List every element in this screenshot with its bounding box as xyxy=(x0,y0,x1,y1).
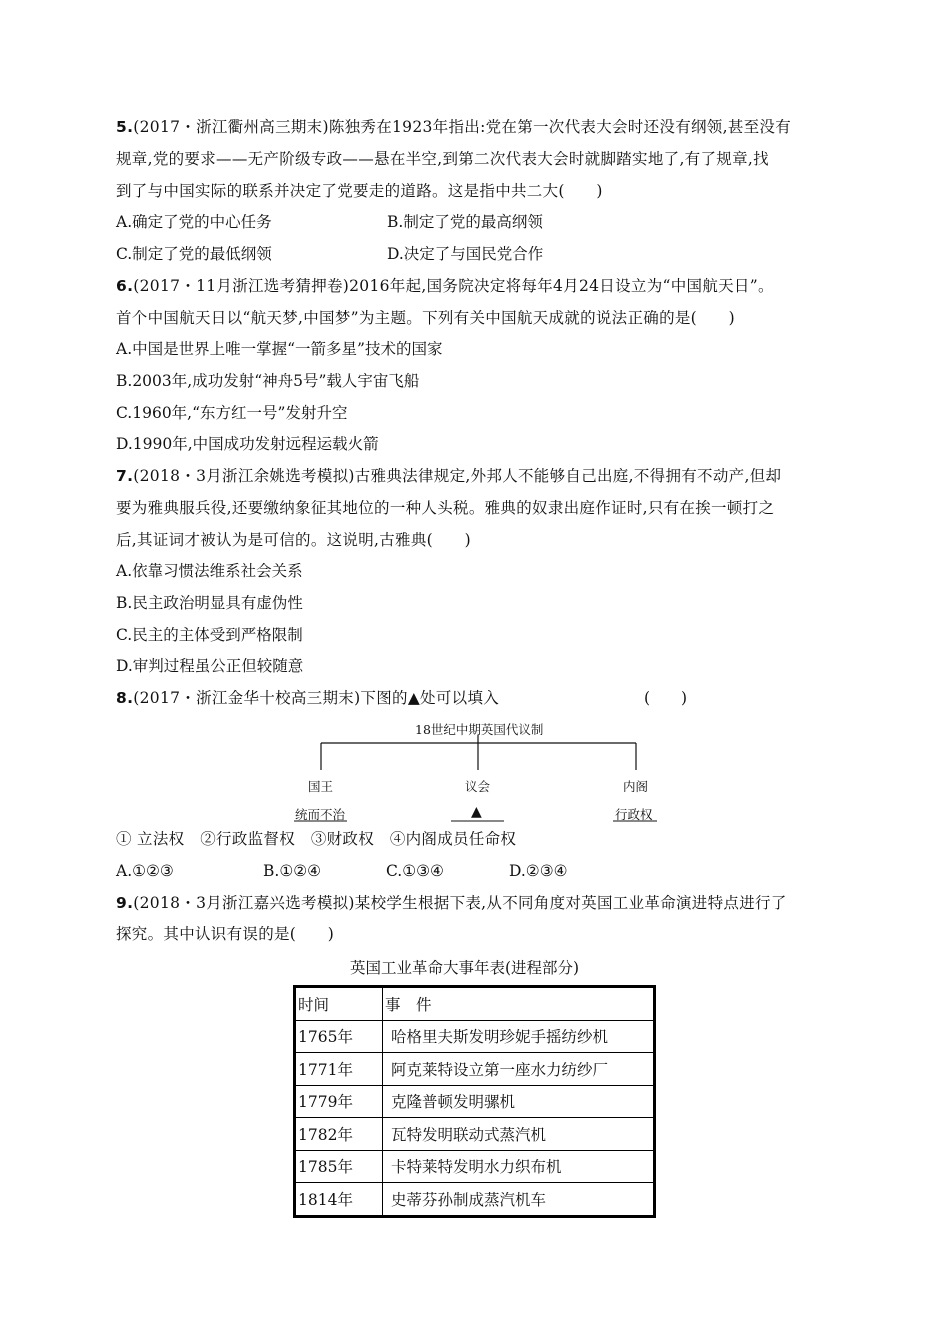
q7-option-c[interactable]: C.民主的主体受到严格限制 xyxy=(116,626,303,644)
q8-text-1: (2017・浙江金华十校高三期末)下图的▲处可以填入 xyxy=(133,689,500,707)
q6-number: 6. xyxy=(116,277,134,295)
q5-option-b[interactable]: B.制定了党的最高纲领 xyxy=(387,213,543,231)
q8-answer-bracket: ( ) xyxy=(644,689,688,707)
q6-option-a[interactable]: A.中国是世界上唯一掌握“一箭多星”技术的国家 xyxy=(116,340,443,358)
cell-year: 1779年 xyxy=(295,1085,383,1118)
table-row xyxy=(295,1053,655,1086)
q5-option-d[interactable]: D.决定了与国民党合作 xyxy=(387,245,544,263)
table-row xyxy=(295,1020,655,1053)
q6-text-1: (2017・11月浙江选考猜押卷)2016年起,国务院决定将每年4月24日设立为“中国航天日”。 xyxy=(133,277,774,295)
q9-line-1 xyxy=(116,892,787,914)
q7-line-1 xyxy=(116,465,781,487)
q9-number: 9. xyxy=(116,894,134,912)
q6-line-2: 首个中国航天日以“航天梦,中国梦”为主题。下列有关中国航天成就的说法正确的是( ) xyxy=(116,309,735,327)
q5-number: 5. xyxy=(116,118,134,136)
diagram-node-parliament: 议会 xyxy=(465,779,491,794)
q7-option-d[interactable]: D.审判过程虽公正但较随意 xyxy=(116,657,304,675)
cell-year: 1782年 xyxy=(295,1118,383,1151)
cell-year: 1771年 xyxy=(295,1053,383,1086)
q7-line-3: 后,其证词才被认为是可信的。这说明,古雅典( ) xyxy=(116,531,471,549)
q6-line-1 xyxy=(116,275,774,297)
table-header-row xyxy=(295,987,655,1021)
diagram-node-cabinet: 内阁 xyxy=(623,779,649,794)
cell-event: 克隆普顿发明骡机 xyxy=(383,1085,655,1118)
q7-option-a[interactable]: A.依靠习惯法维系社会关系 xyxy=(116,562,303,580)
events-table xyxy=(293,985,656,1218)
cell-year: 1785年 xyxy=(295,1150,383,1183)
diagram-node-king: 国王 xyxy=(308,779,334,794)
table-row xyxy=(295,1085,655,1118)
q5-line-1 xyxy=(116,116,791,138)
table-row xyxy=(295,1150,655,1183)
q9-line-2: 探究。其中认识有误的是( ) xyxy=(116,925,335,943)
cell-event: 卡特莱特发明水力织布机 xyxy=(383,1150,655,1183)
q5-text-1: (2017・浙江衢州高三期末)陈独秀在1923年指出:党在第一次代表大会时还没有纲领,甚至没有 xyxy=(133,118,792,136)
cell-year: 1814年 xyxy=(295,1183,383,1217)
q6-option-d[interactable]: D.1990年,中国成功发射远程运载火箭 xyxy=(116,435,379,453)
diagram-sub-cabinet: 行政权 xyxy=(615,807,653,822)
cell-event: 阿克莱特设立第一座水力纺纱厂 xyxy=(383,1053,655,1086)
header-event: 事 件 xyxy=(383,987,655,1021)
q7-text-1: (2018・3月浙江余姚选考模拟)古雅典法律规定,外邦人不能够自己出庭,不得拥有不动产,但却 xyxy=(133,467,782,485)
q8-number: 8. xyxy=(116,689,134,707)
q8-items: ① 立法权 ②行政监督权 ③财政权 ④内阁成员任命权 xyxy=(116,830,517,848)
q7-option-b[interactable]: B.民主政治明显具有虚伪性 xyxy=(116,594,303,612)
diagram-title: 18世纪中期英国代议制 xyxy=(415,722,544,737)
q6-option-b[interactable]: B.2003年,成功发射“神舟5号”载人宇宙飞船 xyxy=(116,372,420,390)
header-time: 时间 xyxy=(295,987,383,1021)
diagram-sub-king: 统而不治 xyxy=(295,807,346,822)
table-caption: 英国工业革命大事年表(进程部分) xyxy=(350,959,580,977)
q8-line-1 xyxy=(116,687,499,709)
q5-option-a[interactable]: A.确定了党的中心任务 xyxy=(116,213,272,231)
q5-option-c[interactable]: C.制定了党的最低纲领 xyxy=(116,245,272,263)
q8-option-c[interactable]: C.①③④ xyxy=(386,862,444,880)
cell-year: 1765年 xyxy=(295,1020,383,1053)
q7-line-2: 要为雅典服兵役,还要缴纳象征其地位的一种人头税。雅典的奴隶出庭作证时,只有在挨一顿打之 xyxy=(116,499,775,517)
q6-option-c[interactable]: C.1960年,“东方红一号”发射升空 xyxy=(116,404,348,422)
q7-number: 7. xyxy=(116,467,134,485)
cell-event: 史蒂芬孙制成蒸汽机车 xyxy=(383,1183,655,1217)
table-row xyxy=(295,1118,655,1151)
q5-line-3: 到了与中国实际的联系并决定了党要走的道路。这是指中共二大( ) xyxy=(116,182,603,200)
cell-event: 哈格里夫斯发明珍妮手摇纺纱机 xyxy=(383,1020,655,1053)
q8-option-a[interactable]: A.①②③ xyxy=(116,862,174,880)
table-row xyxy=(295,1183,655,1217)
cell-event: 瓦特发明联动式蒸汽机 xyxy=(383,1118,655,1151)
q5-line-2: 规章,党的要求——无产阶级专政——悬在半空,到第二次代表大会时就脚踏实地了,有了规章,找 xyxy=(116,150,769,168)
q8-option-b[interactable]: B.①②④ xyxy=(263,862,322,880)
q8-option-d[interactable]: D.②③④ xyxy=(509,862,568,880)
q9-text-1: (2018・3月浙江嘉兴选考模拟)某校学生根据下表,从不同角度对英国工业革命演进特点进行了 xyxy=(133,894,787,912)
diagram-sub-triangle: ▲ xyxy=(471,804,482,820)
